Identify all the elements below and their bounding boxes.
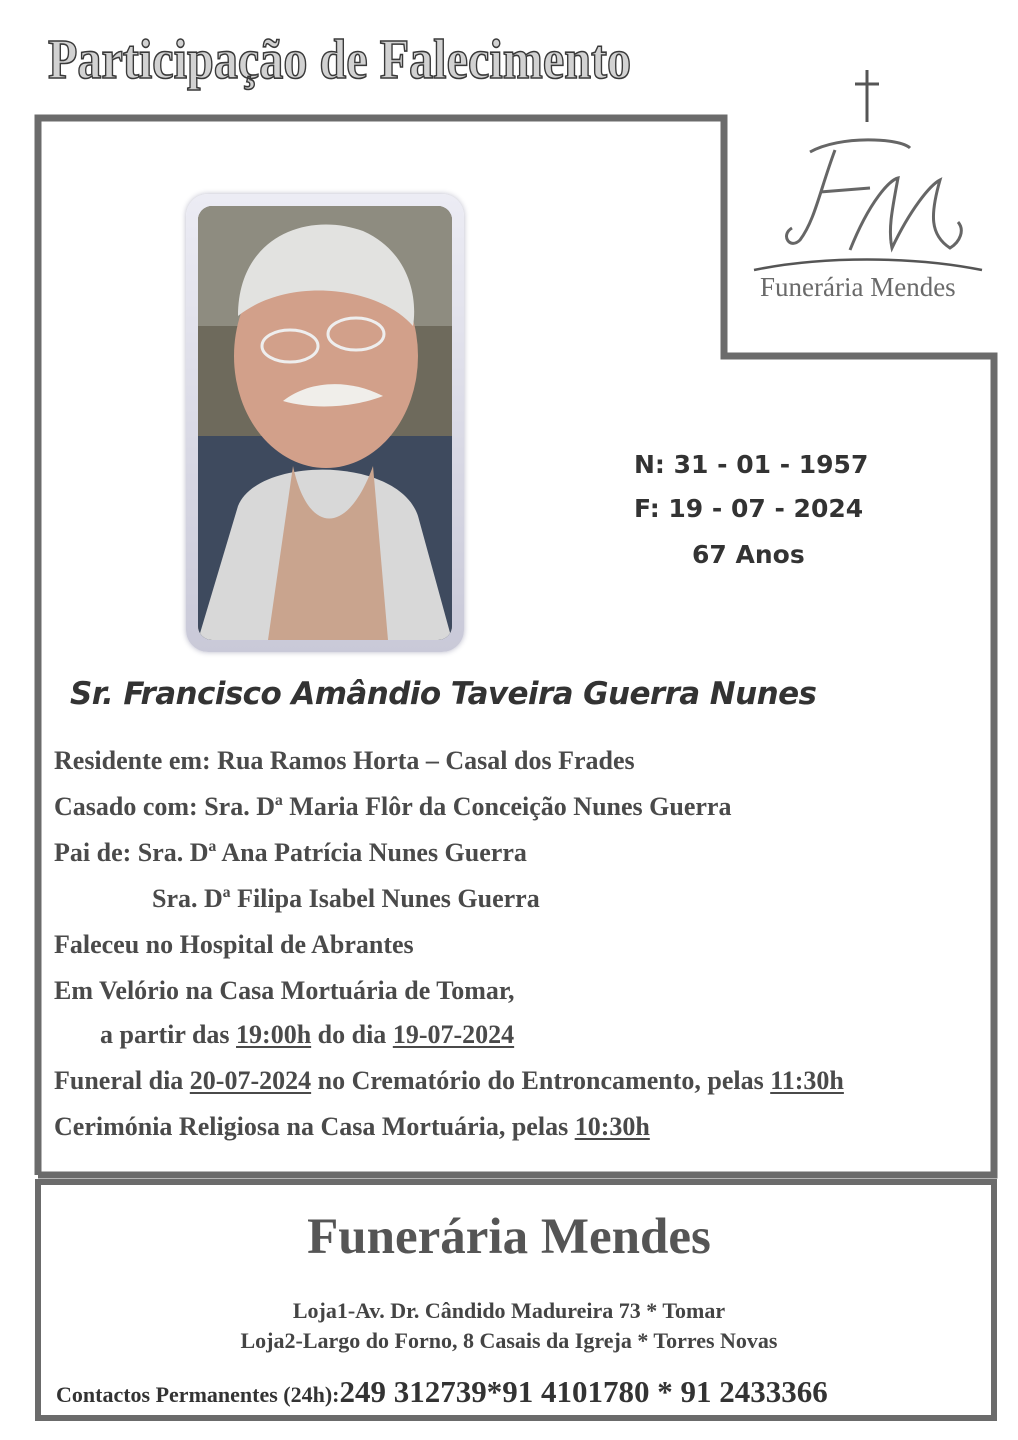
deceased-name: Sr. Francisco Amândio Taveira Guerra Nunes: [70, 676, 817, 712]
funeral-prefix: Funeral dia: [54, 1066, 190, 1095]
wake-date: 19-07-2024: [392, 1020, 515, 1049]
funeral-date: 20-07-2024: [189, 1066, 312, 1095]
contact-numbers: 249 312739*91 4101780 * 91 2433366: [339, 1374, 828, 1409]
funeral-time: 11:30h: [770, 1066, 844, 1095]
logo-company-name: Funerária Mendes: [760, 272, 956, 302]
deceased-photo: [198, 206, 452, 640]
ceremony-line: [54, 1112, 650, 1142]
logo-swoosh: [752, 258, 984, 272]
funeral-line: [54, 1066, 844, 1096]
wake-date-prefix: do dia: [311, 1020, 393, 1049]
residence-line: Residente em: Rua Ramos Horta – Casal dos Frades: [54, 746, 635, 775]
contacts-label: Contactos Permanentes (24h):: [56, 1382, 340, 1407]
store-address-1: Loja1-Av. Dr. Cândido Madureira 73 * Tomar: [292, 1298, 726, 1323]
death-date: F: 19 - 07 - 2024: [634, 494, 864, 523]
funeral-home-monogram-logo: [780, 130, 970, 260]
cross-icon: [852, 68, 882, 124]
wake-time-prefix: a partir das: [100, 1020, 237, 1049]
place-of-death-line: Faleceu no Hospital de Abrantes: [54, 930, 414, 959]
ceremony-time: 10:30h: [574, 1112, 650, 1141]
birth-date: N: 31 - 01 - 1957: [634, 450, 869, 479]
child-line-1: Pai de: Sra. Dª Ana Patrícia Nunes Guerra: [54, 838, 527, 867]
page-title: Participação de Falecimento: [48, 29, 632, 91]
wake-location-line: Em Velório na Casa Mortuária de Tomar,: [54, 976, 515, 1005]
footer-company-name: Funerária Mendes: [307, 1209, 711, 1265]
wake-time-line: [100, 1020, 514, 1050]
funeral-place: no Crematório do Entroncamento, pelas: [311, 1066, 771, 1095]
store-address-2: Loja2-Largo do Forno, 8 Casais da Igreja * Torres Novas: [240, 1328, 778, 1353]
ceremony-prefix: Cerimónia Religiosa na Casa Mortuária, pelas: [54, 1112, 575, 1141]
spouse-line: Casado com: Sra. Dª Maria Flôr da Conceição Nunes Guerra: [54, 792, 732, 821]
age: 67 Anos: [692, 540, 805, 569]
wake-time: 19:00h: [236, 1020, 312, 1049]
child-line-2: Sra. Dª Filipa Isabel Nunes Guerra: [152, 884, 540, 913]
contacts-line: [56, 1374, 828, 1410]
